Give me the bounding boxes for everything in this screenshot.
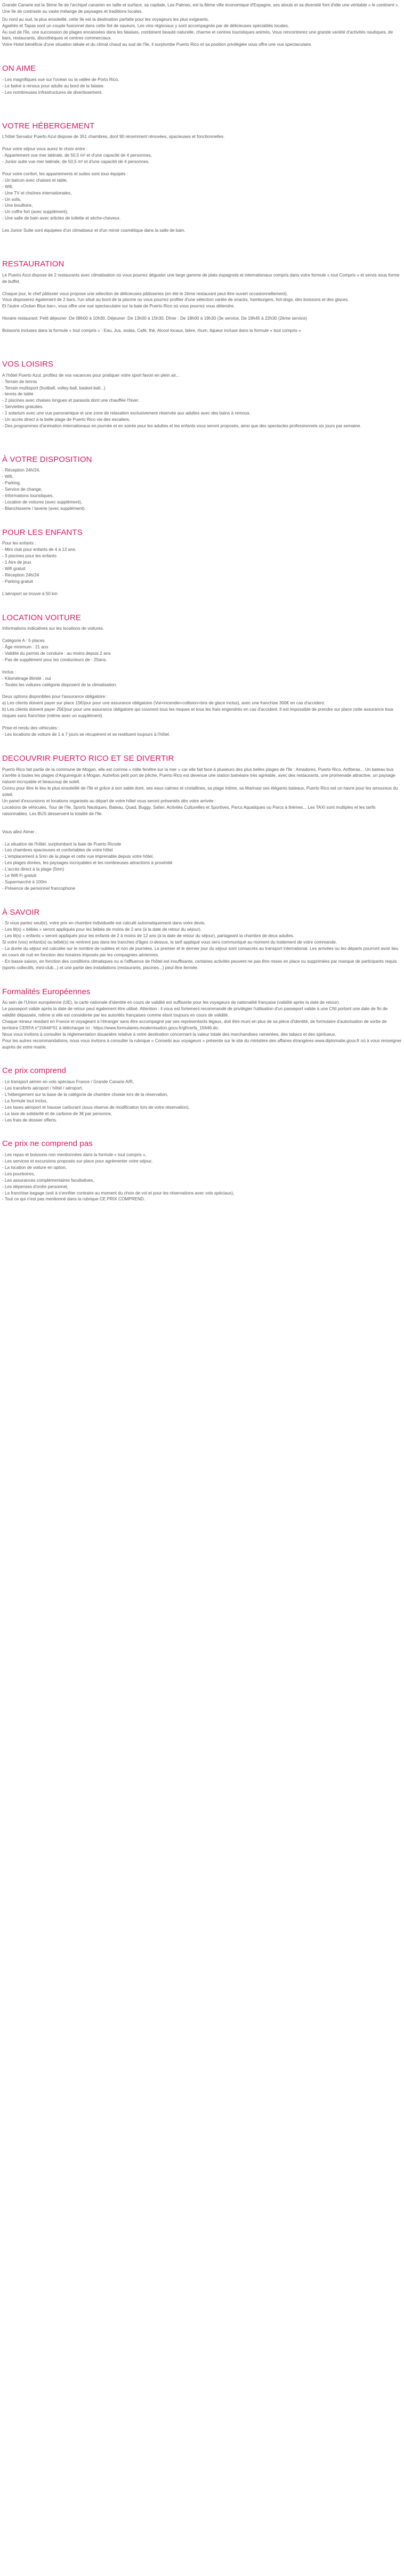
ce-prix-ne-comprend-pas-section (2, 1139, 402, 1202)
text-line: - Les pourboires, (2, 1171, 35, 1176)
text-line: - Les transferts aéroport / hôtel / aéroport, (2, 1086, 83, 1091)
text-line: - L'emplacement à 5mn de la plage et cette vue imprenable depuis votre hôtel, (2, 854, 154, 859)
text-line: - Les chambres spacieuses et confortables de votre hôtel (2, 848, 113, 853)
text-line: - 1 Aire de jeux (2, 560, 31, 565)
ce-prix-comprend-section (2, 1066, 402, 1123)
text-line: - Les services et excursions proposés sur place pour agrémenter votre séjour, (2, 1159, 153, 1164)
text-line: - Les lit(s) « bébés » seront appliqués pour les bébés de moins de 2 ans (à la date de retour du séjour). (2, 927, 202, 932)
text-line: - Le transport aérien en vols spéciaux France / Grande Canarie A/R, (2, 1079, 134, 1085)
text-line: Horaire restaurant: Petit déjeuner :De 08h00 à 10h30, Déjeuner :De 13h00 à 15h30, Dîner : De 18h00 à 19h30 (3e service, De 19h45 à 22h30 (2ème service) (2, 316, 308, 321)
text-line: a) Les clients doivent payer sur place 15€/jour pour une assurance obligatoire (Vol+incendie+collision+bris de glace inclus), avec une franchise 300€ en cas d'accident. (2, 701, 325, 706)
ce-prix-comprend-heading: Ce prix comprend (2, 1066, 66, 1076)
on-aime-section (2, 64, 402, 95)
text-line: - Kilométrage illimité ; oui (2, 676, 51, 681)
text-line: - Parking, (2, 481, 21, 486)
savoir-heading: À SAVOIR (2, 907, 40, 917)
intro-paragraph: Votre Hotel bénéficie d'une situation idéale et du climat chaud au sud de l'île, il surplombe Puerto Rico et sa position privilégiée vous offre une vue spectaculaire. (2, 42, 312, 47)
text-line: - L'accès direct à la plage (5mn) (2, 867, 64, 872)
enfants-heading: POUR LES ENFANTS (2, 527, 83, 537)
text-line: Le passeport valide après la date de retour peut également être utilisé. Attention : il vous est fortement recommandé de privilégier l'utilisation d'un passeport valide à une CNI portant une date de fin de validité dépassée, même si elle est considérée par les autorités françaises comme étant toujours en cours de validité. (2, 1006, 388, 1018)
intro-paragraph: Grande Canarie est la 3ème île de l'archipel canarien en taille et surface, sa capitale, Las Palmas, est la 8ème ville économique d'Espagne, ses atouts et sa diversité font d'elle une véritable « le continent ». Une île de contraste au vaste mélange de paysages et traditions locales. (2, 3, 399, 14)
text-line: - Wifi gratuit (2, 566, 26, 572)
text-line: - Blanchisserie / laverie (avec supplément). (2, 506, 86, 511)
text-line: Si votre (vos) enfant(s) ou bébé(s) ne rentrent pas dans les tranches d'âges ci-dessus, le tarif appliqué vous sera communiqué au moment du traitement de votre commande. (2, 940, 337, 945)
list-item: - Les nombreuses infrastructures de divertissement. (2, 90, 103, 95)
text-line: Inclus : (2, 669, 16, 675)
text-line: - Parking gratuit (2, 579, 33, 584)
disposition-lines (2, 467, 402, 511)
text-line (2, 632, 402, 638)
text-line: - Des programmes d'animation internationaux en journée et en soirée pour les adultes et les enfants vous seront proposés, ainsi que des spectacles professionnels six jours par semaine. (2, 423, 361, 428)
text-line (2, 817, 402, 823)
text-line: A l'hôtel Puerto Azul, profitez de vos vacances pour pratiquer votre sport favori en plein air... (2, 372, 180, 378)
formalites-lines (2, 999, 402, 1050)
formalites-section (2, 987, 402, 1051)
on-aime-heading: ON AIME (2, 64, 36, 74)
text-line: Informations indicatives sur les locations de voitures. (2, 626, 104, 631)
location-section (2, 613, 402, 738)
text-line: - Les lit(s) « enfants » seront appliqués pour les enfants de 2 à moins de 12 ans (à la date de retour du séjour), partageant la chambre de deux adultes. (2, 933, 294, 939)
text-line: Et l'autre «Océan Blue bar», vous offre une vue spectaculaire sur la baie de Puerto Rico où vous pourrez vous détendre. (2, 304, 235, 309)
text-line: - Service de change, (2, 487, 43, 492)
text-line: Pour les autres recommandations, nous vous invitons à consulter la rubrique « Conseils aux voyageurs » présente sur le site du ministère des affaires étrangères www.diplomatie.gouv.fr où à vous renseigner auprès de votre mairie. (2, 1038, 402, 1050)
decouvrir-heading: DECOUVRIR PUERTO RICO ET SE DIVERTIR (2, 753, 174, 763)
hebergement-section (2, 121, 402, 234)
location-heading: LOCATION VOITURE (2, 613, 82, 622)
ce-prix-ne-comprend-pas-heading: Ce prix ne comprend pas (2, 1139, 93, 1149)
text-line: - Terrain de tennis (2, 379, 37, 384)
loisirs-section (2, 360, 402, 429)
text-line: Connu pour être le lieu le plus ensoleillé de l'île et grâce à son sable doré, ses eaux calmes et cristallines, sa plage intime, sa Marinasi ses élégants bateaux, Puerto Rico est un havre pour les amoureux du soleil. (2, 786, 398, 798)
text-line: - Appartement vue mer latérale, de 50,5 m² et d'une capacité de 4 personnes, (2, 153, 152, 158)
text-line (2, 823, 402, 829)
formalites-heading: Formalités Européennes (2, 987, 91, 996)
ce-prix-ne-comprend-pas-lines (2, 1152, 402, 1202)
text-line: - Le Wifi Fi gratuit (2, 873, 37, 879)
text-line: L'aéroport se trouve à 50 km (2, 591, 58, 596)
text-line: - Informations touristiques, (2, 493, 54, 499)
savoir-lines (2, 920, 402, 971)
text-line: - Présence de personnel francophone (2, 885, 76, 891)
decouvrir-lines (2, 767, 402, 892)
text-line: - Location de voitures (avec supplément), (2, 499, 83, 505)
intro-section (2, 2, 402, 48)
restauration-lines (2, 272, 402, 334)
text-line: - Âge minimum : 21 ans (2, 645, 49, 650)
text-line (2, 222, 402, 227)
loisirs-heading: VOS LOISIRS (2, 359, 54, 369)
text-line: - Les locations de voiture de 1 à 7 jours se récupèrent et se restituent toujours à l'hôtel. (2, 732, 171, 737)
loisirs-lines (2, 372, 402, 429)
text-line (2, 688, 402, 694)
text-line: - Junior suite vue mer latérale, de 50,5 m² et d'une capacité de 4 personnes. (2, 159, 150, 165)
restauration-heading: RESTAURATION (2, 259, 64, 269)
list-item: - Les magnifiques vue sur l'océan ou la vallée de Porto Rico. (2, 77, 119, 82)
text-line: - 2 piscines avec chaises longues et parasols dont une chauffée l'hiver. (2, 398, 140, 403)
text-line: - La taxe de solidarité et de carbone de 3€ par personne, (2, 1111, 112, 1116)
text-line: - tennis de table (2, 392, 34, 397)
text-line: Deux options disponibles pour l'assurance obligatoire : (2, 694, 108, 700)
text-line: - Validité du permis de conduire : au moins depuis 2 ans (2, 651, 111, 656)
text-line: - Les dépenses d'ordre personnel, (2, 1184, 68, 1189)
text-line: Vous disposerez également de 2 bars, l'un situé au bord de la piscine ou vous pourrez profiter d'une sélection variée de snacks, hamburgers, hot-dogs, des boissons et des glaces. (2, 297, 349, 303)
text-line (2, 310, 402, 315)
text-line: Au sein de l'Union européenne (UE), la carte nationale d'identité en cours de validité est suffisante pour les voyageurs de nationalité française (validité après la date de retour). (2, 1000, 340, 1005)
text-line: Pour votre séjour vous aurez le choix entre : (2, 147, 88, 152)
text-line: - Une TV et chaînes internationales, (2, 190, 72, 196)
text-line: Pour les enfants : (2, 541, 36, 546)
text-line: - Les taxes aéroport et hausse carburant (sous réserve de modification lors de votre réservation), (2, 1104, 190, 1110)
text-line: - Un coffre fort (avec supplément), (2, 209, 69, 215)
text-line: - La formule tout inclus, (2, 1098, 48, 1103)
text-line (2, 140, 402, 146)
text-line: - 3 piscines pour les enfants (2, 554, 56, 559)
text-line: Le Puerto Azul dispose de 2 restaurants avec climatisation où vous pourrez déguster une large gamme de plats espagnols et internationaux compris dans votre formule « tout Compris » et servis sous forme de buffet. (2, 272, 400, 284)
hebergement-lines (2, 134, 402, 234)
disposition-section (2, 455, 402, 512)
text-line (2, 585, 402, 591)
text-line: Nous vous invitons à consulter la réglementation douanière relative à votre destination concernant la valeur totale des marchandises ramenées, des tabacs et des spiritueux. (2, 1031, 336, 1037)
text-line: - L'hébergement sur la base de la catégorie de chambre choisie lors de la réservation, (2, 1092, 168, 1097)
text-line: - Mini club pour enfants de 4 à 12 ans. (2, 547, 77, 552)
text-line: Locations de véhicules, Tour de l'île, Sports Nautiques, Bateau, Quad, Buggy, Safari, Activités Culturelles et Sportives, Parcs Aquatiques ou Parcs à thèmes... Les TAXI sont multiples et les tarifs raisonnables. Les BUS desservent la totalité de l'île. (2, 805, 376, 816)
text-line: - Pas de supplément pour les conducteurs de - 25ans. (2, 657, 107, 662)
text-line (2, 322, 402, 328)
text-line: Catégorie A : 5 places (2, 638, 45, 644)
text-line: - 1 solarium avec une vue panoramique et une zone de relaxation exclusivement réservée aux adultes avec des bains à remous. (2, 411, 251, 416)
text-line (2, 719, 402, 725)
text-line: - Un sofa, (2, 197, 21, 202)
hebergement-heading: VOTRE HÉBERGEMENT (2, 121, 95, 131)
ce-prix-comprend-lines (2, 1079, 402, 1123)
intro-paragraph: Du nord au sud, la plus ensoleillé, cette île est la destination parfaite pour les voyageurs les plus exigeants. (2, 17, 209, 22)
text-line: - Réception 24h/24, (2, 468, 41, 473)
text-line: Prise et rendu des véhicules : (2, 726, 60, 731)
text-line: - Tout ce qui n'est pas mentionné dans la rubrique CE PRIX COMPREND. (2, 1197, 146, 1202)
text-line: - Réception 24h/24 (2, 572, 39, 578)
text-line: Boissons incluses dans la formule « tout compris » : Eau, Jus, sodas, Café, thé, Alcool locaux, bière, rhum, liqueur incluse dans la formule « tout compris » (2, 328, 301, 334)
location-lines (2, 625, 402, 737)
text-line: - Les assurances complémentaires facultatives, (2, 1177, 94, 1183)
text-line: L'hôtel Servatur Puerto Azul dispose de 351 chambres, dont 90 récemment rénovées, spacieuses et fonctionnelles. (2, 134, 225, 140)
text-line: - Terrain multisport (football, volley-ball, basket-ball...) (2, 385, 106, 391)
text-line: - Une bouilloire, (2, 203, 33, 208)
text-line (2, 663, 402, 669)
hotel-description-page (0, 0, 404, 1209)
enfants-lines (2, 540, 402, 597)
text-line: Les Junior Suite sont équipées d'un climatiseur et d'un miroir cosmétique dans la salle de bain. (2, 228, 185, 233)
text-line: b) Les clients doivent payer 25€/jour pour une assurance obligatoire qui couvrent tous les risques et tous les frais engendrés en cas d'accident. Il est impossible de prendre sur place cette assurance tous risques sans franchise (même avec un supplément). (2, 707, 393, 719)
enfants-section (2, 528, 402, 597)
text-line: - La situation de l'hôtel, surplombant la baie de Puerto Ricode (2, 841, 122, 847)
text-line: Un panel d'excursions et locations organisés au départ de votre hôtel vous seront présentés dès votre arrivée : (2, 799, 216, 804)
text-line: Chaque jour, le chef pâtissier vous propose une sélection de délicieuses pâtisseries (en été le 2ème restaurant peut être ouvert occasionnellement). (2, 291, 288, 296)
text-line: Vous allez Aimer : (2, 829, 37, 834)
text-line: - En basse saison, en fonction des conditions climatiques ou si l'affluence de l'hôtel est insuffisante, certaines activités peuvent ne pas être mises en place ou supprimées par manque de participants requis (sports collectifs, mini-club...) et une partie des installations (restaurants, piscines...) peut être fermée. (2, 958, 397, 970)
text-line: - Serviettes gratuites. (2, 404, 44, 410)
text-line (2, 285, 402, 291)
intro-paragraph: Au sud de l'île, une succession de plages encaissées dans les falaises, combinent beauté naturelle, charme et centres touristiques animés. Vous rencontrerez une grande variété d'activités nautiques, de bars, restaurants, discothèques et centres commerciaux. (2, 29, 393, 41)
text-line: - La location de voiture en option, (2, 1165, 67, 1170)
savoir-section (2, 908, 402, 971)
text-line: - La durée du séjour est calculée sur le nombre de nuitées et non de journées. Le premier et le dernier jour du séjour sont consacrés au transport international. Les arrivées ou les départs pourront avoir lieu en cours de nuit en fonction des horaires imposés par les compagnies aériennes. (2, 946, 399, 957)
text-line: - Une salle de bain avec articles de toilette et sèche-cheveux. (2, 216, 121, 221)
text-line: - Wifi, (2, 184, 13, 189)
text-line: - Si vous partez seul(e), votre prix en chambre individuelle est calculé automatiquement dans votre devis. (2, 921, 206, 926)
text-line: - Les frais de dossier offerts. (2, 1117, 58, 1123)
text-line: - Wifi, (2, 474, 13, 480)
decouvrir-section (2, 754, 402, 892)
text-line: Pour votre confort, les appartements et suites sont tous équipés : (2, 171, 128, 176)
intro-paragraph: Agaëtés et Tapas sont un couple fusionnel dans cette îlot de saveurs. Les vins régionaux y sont accompagnés par de délicieuses spécialités locales. (2, 23, 289, 28)
list-item: - Le balné à renous pour adulte au bord de la falaise. (2, 83, 105, 88)
text-line (2, 165, 402, 171)
text-line: - Les plages dorées, les paysages incroyables et les nombreuses attractions à proximité (2, 860, 173, 866)
text-line: Chaque mineur résidant en France et voyageant à l'étranger sans être accompagné par ses représentants légaux, doit être muni en plus de sa pièce d'identité, de formulaire d'autorisation de sortie de territoire CERFA n°15646*01 à télécharger ici : https://www.formulaires.modernisation.gouv.fr/gf/cerfa_15646.do. (2, 1019, 387, 1030)
text-line: Puerto Rico fait partie de la commune de Mogan, elle est comme « mille fenêtre sur la mer » car elle fait face à plusieurs des plus belles plages de l'île : Amadores, Puerto Rico, Anfiteras... Un bateau bus s'arrête à toutes les plages d'Arguineguin à Mogan. Autrefois petit port de pêche, Puerto Rico est devenue une station balnéaire très agréable, avec des restaurants, une promenade attractive, un paysage naturel incroyable et beaucoup de soleil. (2, 767, 395, 785)
text-line (2, 835, 402, 841)
text-line: - Toutes les voitures catégorie disposent de la climatisation. (2, 682, 117, 687)
text-line: - Un balcon avec chaises et table, (2, 177, 68, 183)
text-line: - Un accès direct à la belle plage de Puerto Rico via des escaliers. (2, 417, 131, 422)
text-line: - Les repas et boissons non mentionnées dans la formule « tout compris », (2, 1152, 147, 1158)
disposition-heading: À VOTRE DISPOSITION (2, 454, 92, 464)
text-line: - Supermarché à 100m (2, 879, 47, 884)
text-line: - La franchise bagage (soit à s'enrêter contraire au moment du choix de vol et pour les réservations avec vols spéciaux), (2, 1190, 235, 1196)
restauration-section (2, 259, 402, 334)
